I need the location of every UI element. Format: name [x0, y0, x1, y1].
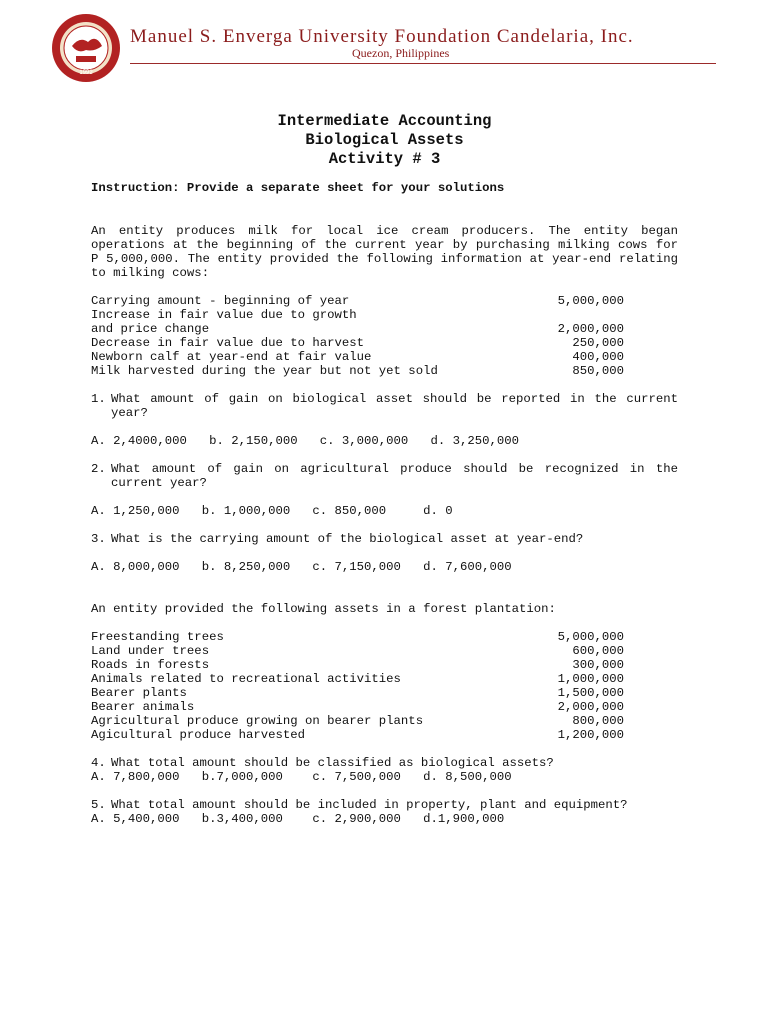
item-label: Decrease in fair value due to harvest	[91, 336, 365, 350]
table-row	[91, 728, 624, 742]
university-seal-icon	[40, 12, 132, 84]
table-row	[91, 322, 624, 336]
header-divider	[130, 63, 716, 64]
question-text: What amount of gain on agricultural produce should be recognized in the current year?	[111, 462, 678, 490]
table-row	[91, 294, 624, 308]
item-label: Newborn calf at year-end at fair value	[91, 350, 372, 364]
table-row	[91, 644, 624, 658]
question-number: 5.	[91, 798, 106, 812]
table-row	[91, 700, 624, 714]
question-number: 1.	[91, 392, 106, 406]
question-text: What is the carrying amount of the biological asset at year-end?	[111, 532, 584, 546]
question-number: 3.	[91, 532, 106, 546]
document-body	[91, 112, 678, 826]
item-label: Agicultural produce harvested	[91, 728, 306, 742]
question-text: What amount of gain on biological asset should be reported in the current year?	[111, 392, 678, 420]
table-row	[91, 336, 624, 350]
title-line-2: Biological Assets	[305, 131, 464, 149]
table-row	[91, 714, 624, 728]
table-row	[91, 686, 624, 700]
item-value: 5,000,000	[557, 294, 624, 308]
item-label: and price change	[91, 322, 210, 336]
question-number: 2.	[91, 462, 106, 476]
item-value: 1,500,000	[557, 686, 624, 700]
table-row	[91, 308, 624, 322]
item-value	[538, 308, 624, 322]
item-value: 2,000,000	[557, 322, 624, 336]
title-line-3: Activity # 3	[328, 150, 441, 168]
item-value: 1,000,000	[557, 672, 624, 686]
item-label: Bearer plants	[91, 686, 187, 700]
question-5	[91, 798, 678, 812]
table-row	[91, 364, 624, 378]
section2-intro: An entity provided the following assets in a forest plantation:	[91, 602, 556, 616]
table-row	[91, 630, 624, 644]
item-value: 400,000	[572, 350, 624, 364]
university-name: Manuel S. Enverga University Foundation Candelaria, Inc.	[130, 26, 634, 47]
letterhead	[0, 0, 768, 90]
question-1-choices: A. 2,4000,000 b. 2,150,000 c. 3,000,000 d. 3,250,000	[91, 434, 520, 448]
question-4-choices: A. 7,800,000 b.7,000,000 c. 7,500,000 d. 8,500,000	[91, 770, 512, 784]
item-label: Land under trees	[91, 644, 210, 658]
item-value: 1,200,000	[557, 728, 624, 742]
university-location: Quezon, Philippines	[352, 46, 450, 60]
seal-year: 1992	[79, 70, 93, 76]
item-value: 300,000	[572, 658, 624, 672]
question-text: What total amount should be classified as biological assets?	[111, 756, 554, 770]
question-5-choices: A. 5,400,000 b.3,400,000 c. 2,900,000 d.1,900,000	[91, 812, 505, 826]
question-4	[91, 756, 678, 770]
instruction: Instruction: Provide a separate sheet for your solutions	[91, 181, 505, 195]
item-label: Increase in fair value due to growth	[91, 308, 357, 322]
table-row	[91, 658, 624, 672]
title-line-1: Intermediate Accounting	[277, 112, 492, 130]
item-label: Bearer animals	[91, 700, 195, 714]
question-number: 4.	[91, 756, 106, 770]
question-2	[91, 462, 678, 490]
item-label: Animals related to recreational activities	[91, 672, 401, 686]
question-1	[91, 392, 678, 420]
section1-intro: An entity produces milk for local ice cream producers. The entity began operations at the beginning of the current year by purchasing milking cows for P 5,000,000. The entity provided the following information at year-end relating to milking cows:	[91, 224, 678, 280]
item-value: 250,000	[572, 336, 624, 350]
item-value: 800,000	[572, 714, 624, 728]
item-label: Freestanding trees	[91, 630, 224, 644]
item-label: Agricultural produce growing on bearer plants	[91, 714, 424, 728]
question-3-choices: A. 8,000,000 b. 8,250,000 c. 7,150,000 d. 7,600,000	[91, 560, 512, 574]
item-value: 5,000,000	[557, 630, 624, 644]
table-row	[91, 672, 624, 686]
item-value: 600,000	[572, 644, 624, 658]
section2-items-table	[91, 630, 624, 742]
item-label: Roads in forests	[91, 658, 210, 672]
item-label: Milk harvested during the year but not yet sold	[91, 364, 438, 378]
item-label: Carrying amount - beginning of year	[91, 294, 350, 308]
section1-items-table	[91, 294, 624, 378]
question-2-choices: A. 1,250,000 b. 1,000,000 c. 850,000 d. 0	[91, 504, 453, 518]
item-value: 2,000,000	[557, 700, 624, 714]
question-3	[91, 532, 678, 546]
question-text: What total amount should be included in property, plant and equipment?	[111, 798, 628, 812]
table-row	[91, 350, 624, 364]
item-value: 850,000	[572, 364, 624, 378]
